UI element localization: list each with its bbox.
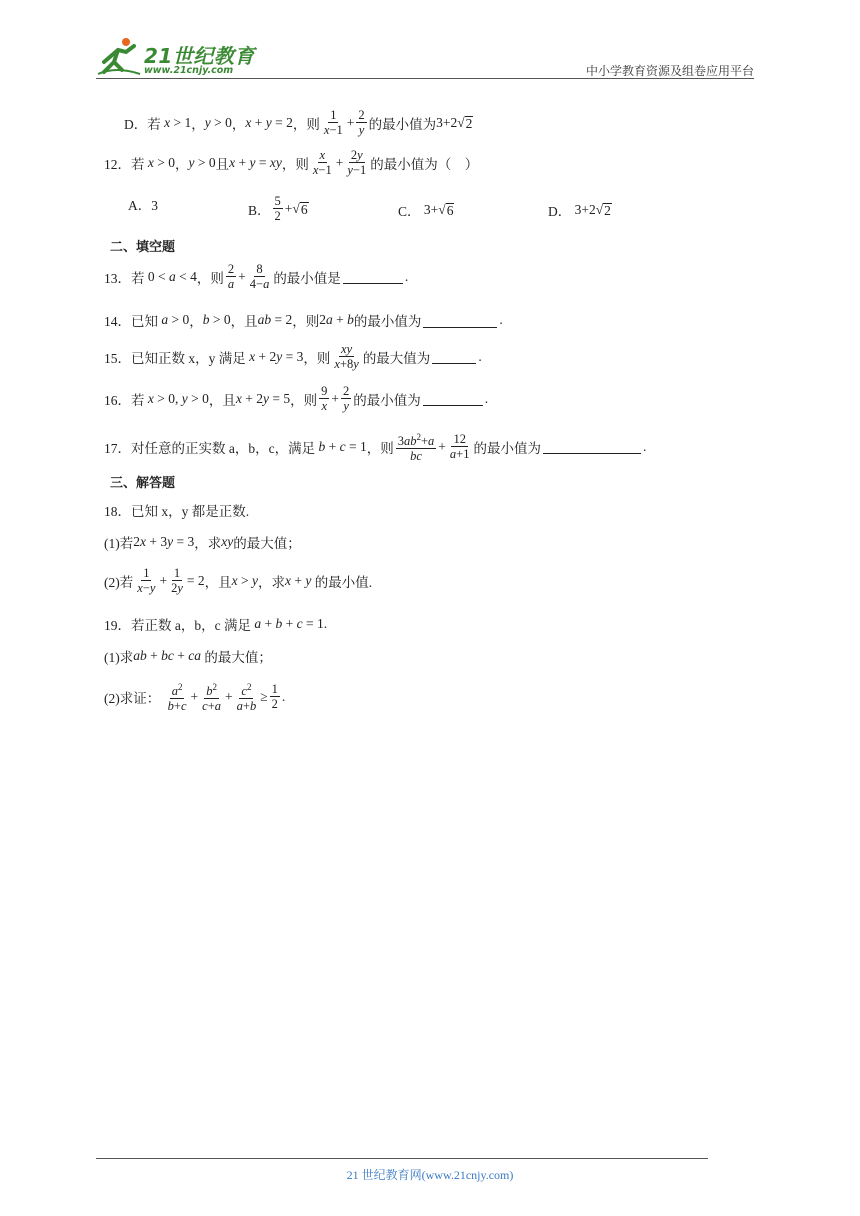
q13: 13．若 0 < a < 4 ，则 $\frac{2}{a}$ + $\frac{8}{4-a}$ 的最小值是 . bbox=[104, 262, 409, 291]
q18-part2: (2)若 $\frac{1}{x-y}$ + $\frac{1}{2y}$ = 2 ，且 x > y ，求 x + y 的最小值. bbox=[104, 566, 373, 595]
q11-option-d: D．若 x > 1 ， y > 0 ， x + y = 2 ，则 $\frac{1}{x-1}$ + $\frac{2}{y}$ 的最小值为 3+2 √ 2 bbox=[124, 108, 473, 137]
logo-text: 21世纪教育 bbox=[144, 44, 255, 68]
q18-stem: 18．已知 x，y 都是正数. bbox=[104, 504, 250, 519]
footer-link[interactable]: 21 世纪教育网(www.21cnjy.com) bbox=[346, 1168, 514, 1182]
q19-stem: 19．若正数 a，b，c 满足 a + b + c = 1 . bbox=[104, 616, 328, 633]
q17: 17．对任意的正实数 a，b，c，满足 b + c = 1 ，则 $\frac{3ab^2+a}{bc}$ + $\frac{12}{a+1}$ 的最小值为 . bbox=[104, 432, 647, 464]
runner-logo-icon bbox=[96, 36, 142, 78]
q12-stem: 12．若 x > 0 ， y > 0 且 x + y = xy ，则 $\frac{x}{x-1}$ + $\frac{2y}{y-1}$ 的最小值为（ ） bbox=[104, 148, 479, 177]
q12-option-c[interactable]: C． 3+ √ 6 bbox=[398, 202, 454, 219]
q12-option-d[interactable]: D． 3+2 √ 2 bbox=[548, 202, 611, 219]
q14: 14．已知 a > 0 ， b > 0 ，且 ab = 2 ，则 2 a + b 的最小值为 . bbox=[104, 312, 503, 329]
q19-part1: (1)求 ab + bc + ca 的最大值； bbox=[104, 648, 272, 665]
q15: 15．已知正数 x，y 满足 x + 2 y = 3 ，则 $\frac{xy}{x+8y}$ 的最大值为 . bbox=[104, 342, 482, 371]
logo-url: www.21cnjy.com bbox=[144, 65, 234, 76]
header-divider bbox=[96, 78, 754, 79]
section-solve: 三、解答题 bbox=[110, 476, 176, 491]
q13-answer-blank[interactable] bbox=[343, 269, 403, 284]
footer-divider bbox=[96, 1158, 708, 1159]
platform-name: 中小学教育资源及组卷应用平台 bbox=[585, 64, 754, 78]
q12-option-b[interactable]: B． $\frac{5}{2}$ + √ 6 bbox=[248, 194, 308, 223]
q14-answer-blank[interactable] bbox=[423, 313, 497, 328]
section-fill-in: 二、填空题 bbox=[110, 240, 176, 255]
q16: 16．若 x > 0, y > 0 ，且 x + 2 y = 5 ，则 $\frac{9}{x}$ + $\frac{2}{y}$ 的最小值为 . bbox=[104, 384, 489, 413]
q18-part1: (1)若 2 x + 3 y = 3 ，求 xy 的最大值； bbox=[104, 534, 301, 551]
q16-answer-blank[interactable] bbox=[423, 391, 483, 406]
q19-part2: (2)求证： $\frac{a^2}{b+c}$ + $\frac{b^2}{c+a}$ + $\frac{c^2}{a+b}$ ≥ $\frac{1}{2}$ . bbox=[104, 682, 286, 714]
q17-answer-blank[interactable] bbox=[543, 439, 641, 454]
q12-option-a[interactable]: A．3 bbox=[128, 198, 158, 213]
header-logo bbox=[96, 36, 266, 78]
q15-answer-blank[interactable] bbox=[432, 349, 476, 364]
